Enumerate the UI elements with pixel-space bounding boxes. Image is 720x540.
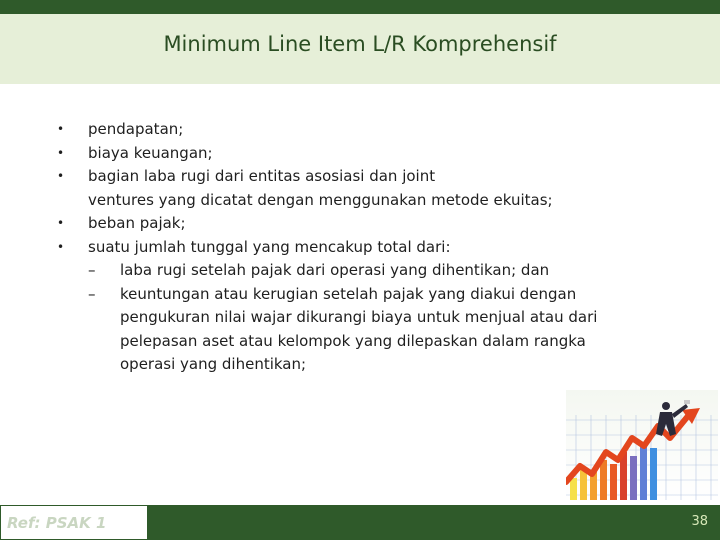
- sub-bullet-text: operasi yang dihentikan;: [120, 355, 307, 373]
- bullet-text: pendapatan;: [88, 120, 184, 138]
- bullet-text: ventures yang dicatat dengan menggunakan metode ekuitas;: [88, 190, 553, 209]
- reference-text: Ref: PSAK 1: [7, 514, 107, 532]
- page-number: 38: [691, 514, 708, 529]
- sub-bullet-text: pelepasan aset atau kelompok yang dilepaskan dalam rangka: [120, 331, 586, 350]
- bullet-marker: •: [57, 145, 65, 160]
- bullet-marker: •: [57, 239, 65, 254]
- slide-title: Minimum Line Item L/R Komprehensif: [163, 32, 557, 56]
- top-bar: [0, 0, 720, 14]
- bullet-item: [40, 165, 660, 212]
- sub-bullet-item: [40, 259, 660, 283]
- sub-bullet-text: laba rugi setelah pajak dari operasi yang dihentikan; dan: [120, 261, 550, 279]
- bullet-text: biaya keuangan;: [88, 143, 213, 162]
- bullet-marker: •: [57, 216, 65, 230]
- bullet-item: [40, 236, 660, 260]
- bullet-text: beban pajak;: [88, 214, 186, 232]
- bullet-marker: •: [57, 169, 65, 183]
- reference-box: [0, 505, 148, 540]
- sub-bullet-text: pengukuran nilai wajar dikurangi biaya untuk menjual atau dari: [120, 308, 598, 326]
- sub-bullet-item: [40, 283, 660, 377]
- bullet-item: [40, 118, 660, 142]
- bullet-text: suatu jumlah tunggal yang mencakup total dari:: [88, 237, 451, 256]
- dash-marker: –: [88, 284, 96, 303]
- bullet-item: [40, 142, 660, 166]
- bullet-marker: •: [57, 122, 65, 136]
- bullet-text: bagian laba rugi dari entitas asosiasi dan joint: [88, 167, 436, 185]
- dash-marker: –: [88, 261, 96, 279]
- slide-content: [40, 118, 660, 377]
- bullet-item: [40, 212, 660, 236]
- business-growth-chart-icon: [566, 390, 718, 500]
- sub-bullet-text: keuntungan atau kerugian setelah pajak yang diakui dengan: [120, 284, 577, 303]
